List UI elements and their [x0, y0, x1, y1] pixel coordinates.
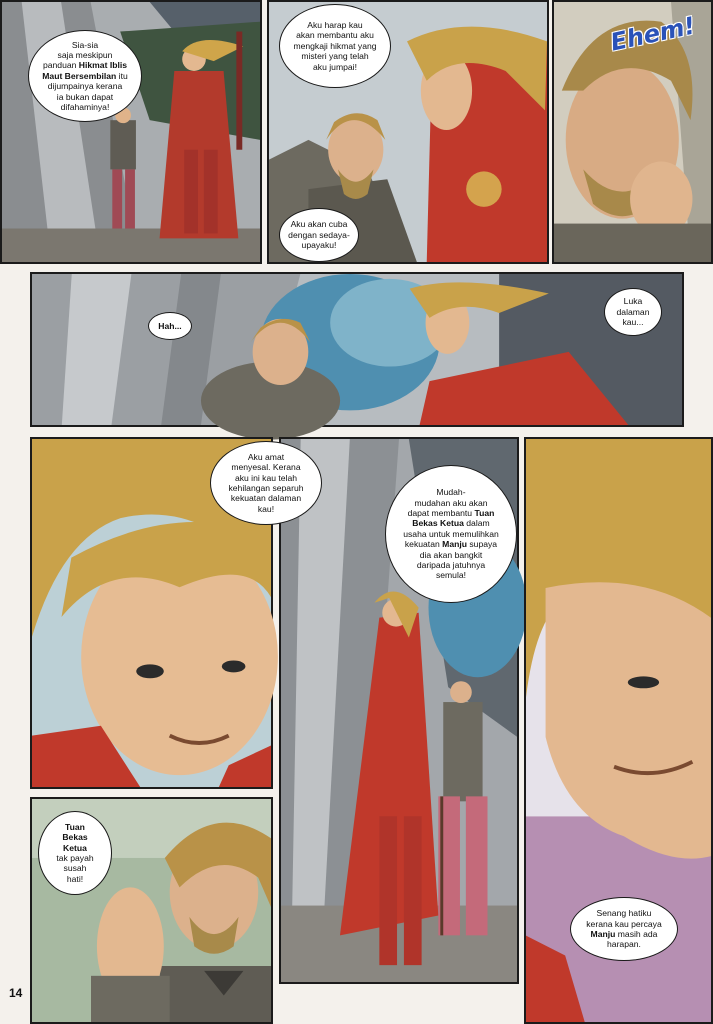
page-number: 14: [9, 986, 23, 1000]
bubble-text: Aku amat menyesal. Kerana aku ini kau telah kehilangan separuh kekuatan dalaman kau!: [228, 451, 304, 514]
cliff-scene-art: [2, 2, 260, 262]
panel-raised-hand: [30, 797, 273, 1024]
bubble-text: Hah...: [158, 320, 182, 331]
panel-cliff-scene: [0, 0, 262, 264]
panel-caped-walk: [279, 437, 519, 984]
panel-cough-closeup: [552, 0, 713, 264]
bubble-text: Sia-sia saja meskipun panduan Hikmat Iblis Maut Bersembilan itu dijumpainya kerana ia bukan dapat difahaminya!: [42, 39, 128, 113]
speech-bubble: [385, 465, 517, 603]
wide-scene-art: [32, 274, 682, 425]
speech-bubble: [38, 811, 112, 895]
panel-wide-scene: [30, 272, 684, 427]
speech-bubble: [210, 441, 322, 525]
bubble-text: Senang hatiku kerana kau percaya Manju masih ada harapan.: [586, 908, 662, 950]
bubble-text: Aku akan cuba dengan sedaya- upayaku!: [288, 219, 350, 251]
panel-conversation: [267, 0, 549, 264]
panel-profile-closeup: [524, 437, 713, 1024]
sound-effect: Ehem!: [608, 11, 698, 57]
speech-bubble: [148, 312, 192, 340]
speech-bubble: [28, 30, 142, 122]
panel-warrior-closeup: [30, 437, 304, 789]
bubble-text: Aku harap kau akan membantu aku mengkaji hikmat yang misteri yang telah aku jumpai!: [293, 19, 377, 72]
bubble-text: Mudah- mudahan aku akan dapat membantu Tuan Bekas Ketua dalam usaha untuk memulihkan kekuatan Manju supaya dia akan bangkit daripada jatuhnya semula!: [403, 487, 499, 581]
speech-bubble: [570, 897, 678, 961]
speech-bubble: [279, 208, 359, 262]
bubble-text: Luka dalaman kau...: [616, 296, 650, 328]
speech-bubble: [604, 288, 662, 336]
speech-bubble: [279, 4, 391, 88]
bubble-text: Tuan Bekas Ketua tak payah susah hati!: [56, 821, 94, 884]
